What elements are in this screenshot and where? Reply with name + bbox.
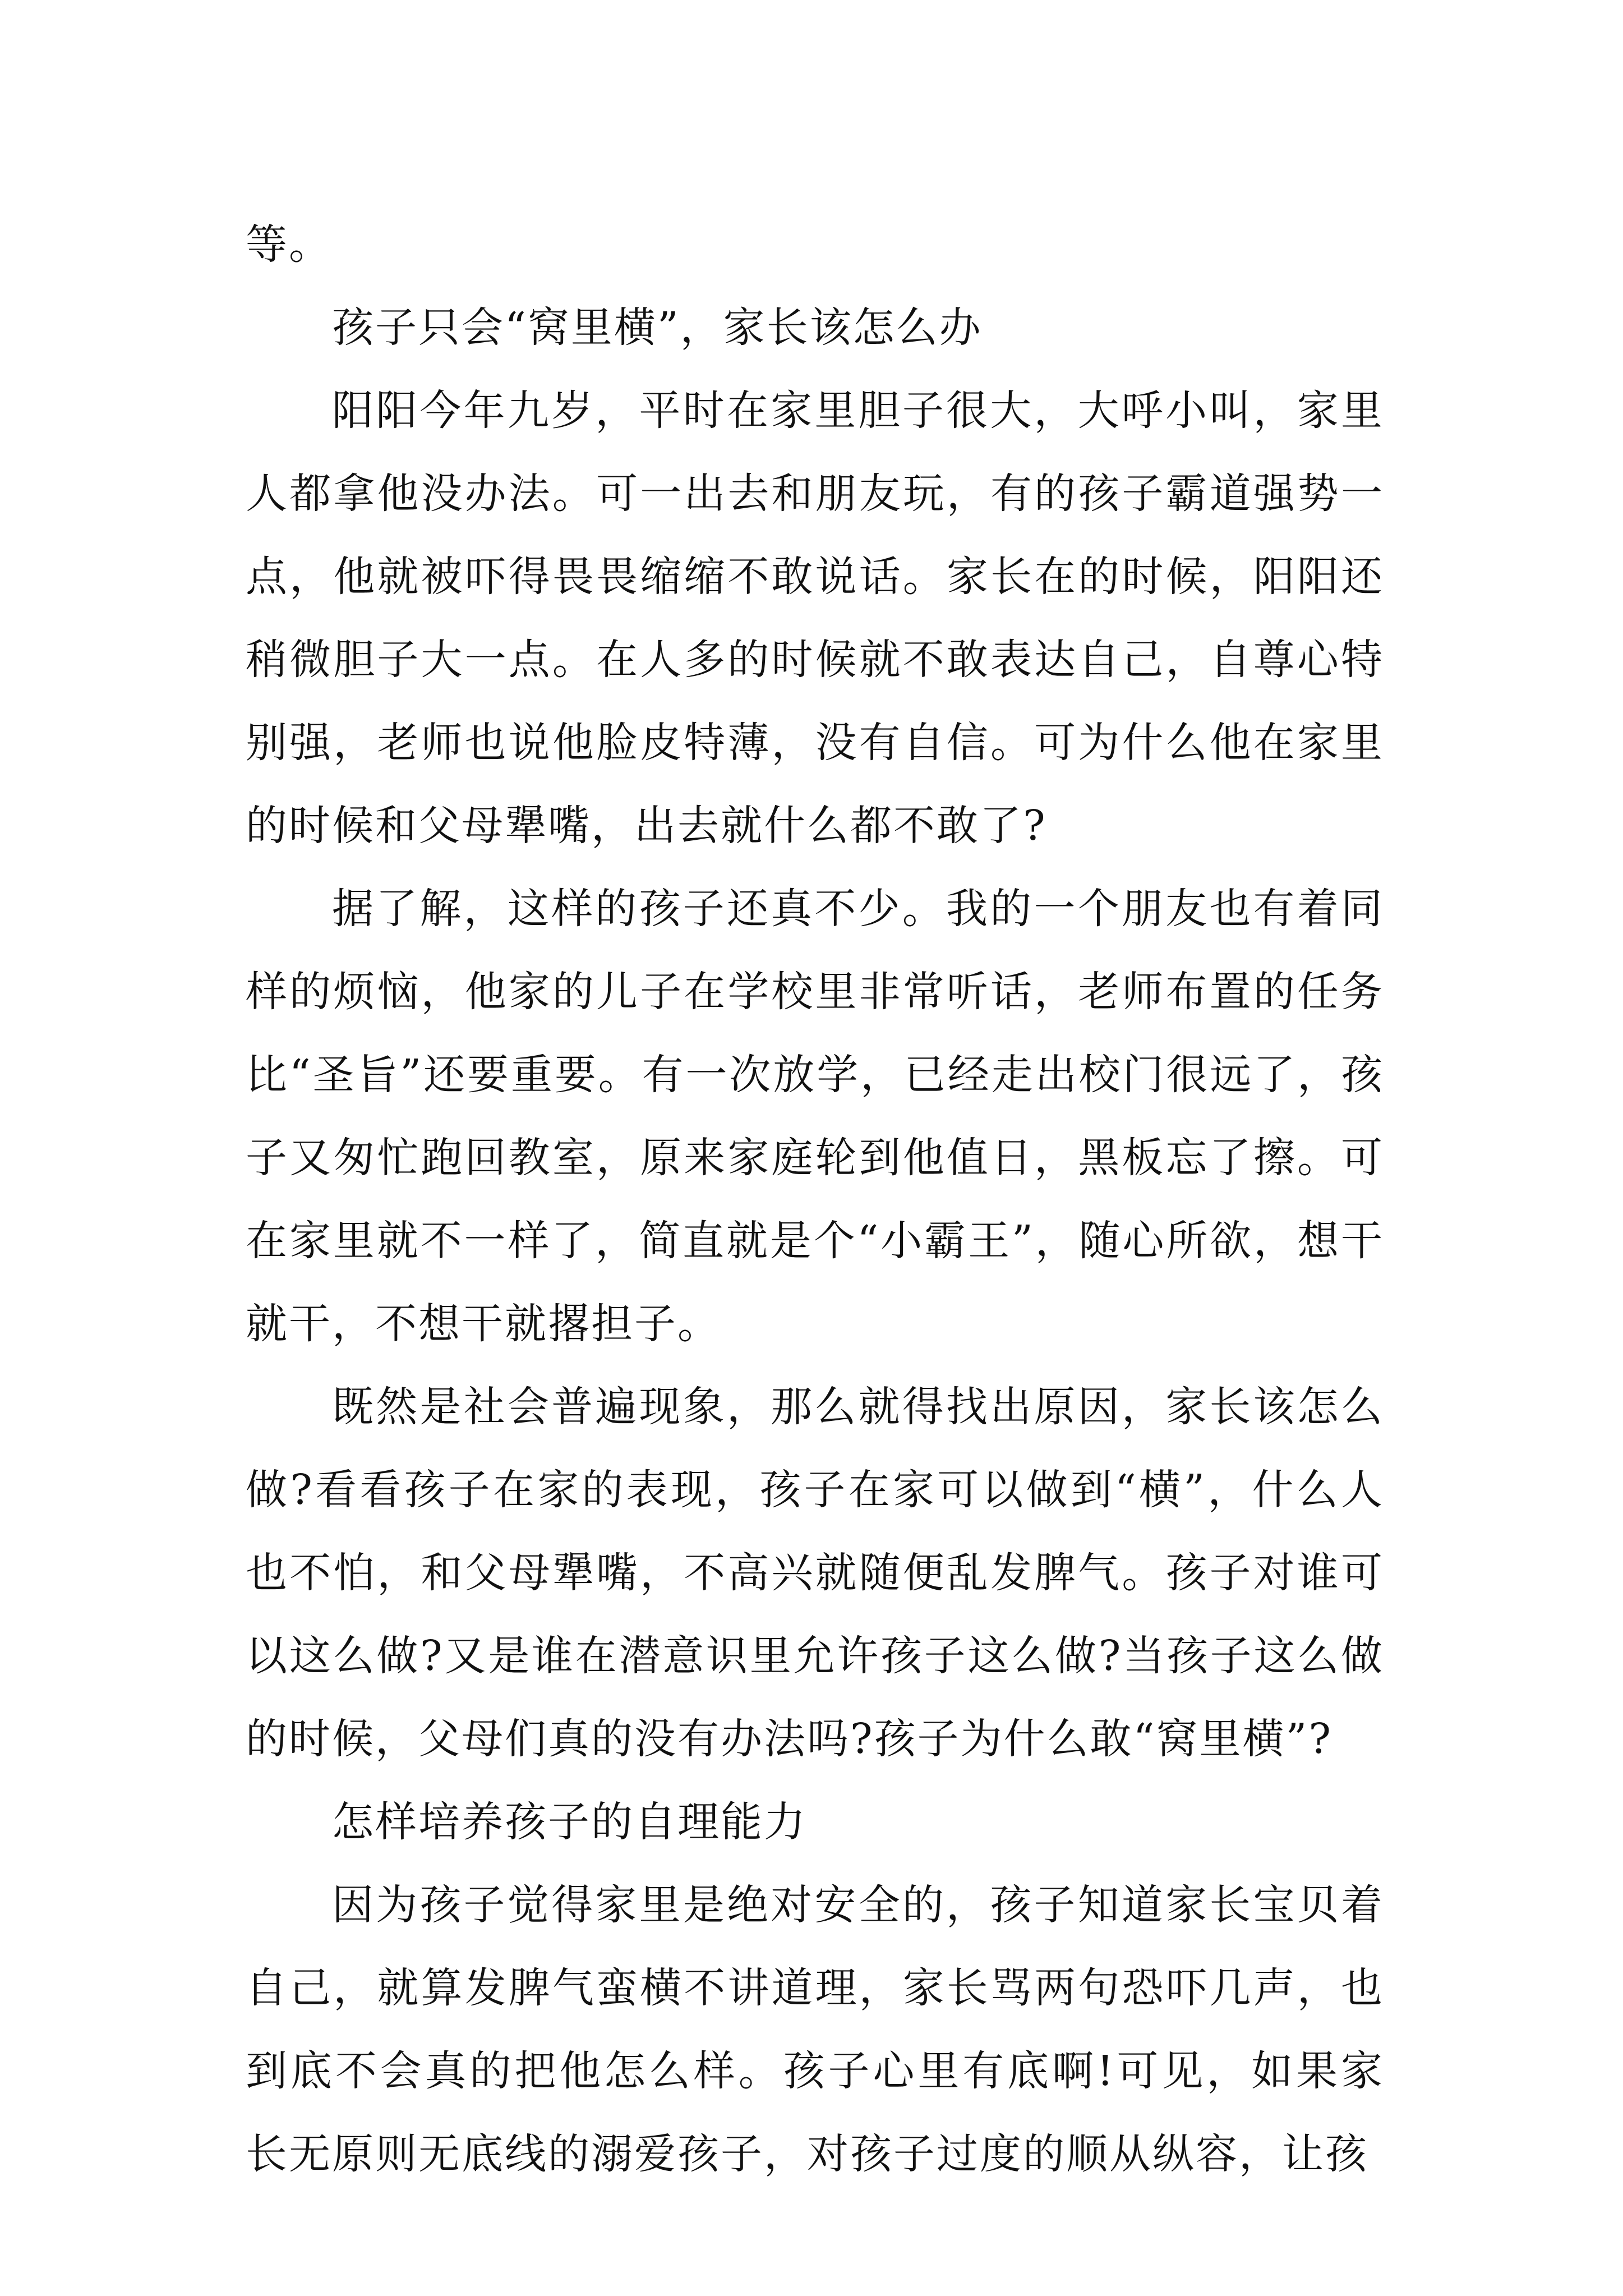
section-heading: 怎样培养孩子的自理能力: [332, 1798, 807, 1846]
body-paragraph: 既然是社会普遍现象，那么就得找出原因，家长该怎么做?看看孩子在家的表现，孩子在家可以做到“横”，什么人也不怕，和父母犟嘴，不高兴就随便乱发脾气。孩子对谁可以这么做?又是谁在潜意识里允许孩子这么做?当孩子这么做的时候，父母们真的没有办法吗?孩子为什么敢“窝里横”?: [246, 1383, 1384, 1763]
paragraph-continuation: 等。: [246, 220, 332, 269]
document-body: [246, 203, 1384, 2196]
body-paragraph: 阳阳今年九岁，平时在家里胆子很大，大呼小叫，家里人都拿他没办法。可一出去和朋友玩，有的孩子霸道强势一点，他就被吓得畏畏缩缩不敢说话。家长在的时候，阳阳还稍微胆子大一点。在人多的时候就不敢表达自己，自尊心特别强，老师也说他脸皮特薄，没有自信。可为什么他在家里的时候和父母犟嘴，出去就什么都不敢了?: [246, 386, 1384, 850]
section-heading: 孩子只会“窝里横”，家长该怎么办: [332, 303, 983, 352]
body-paragraph: 因为孩子觉得家里是绝对安全的，孩子知道家长宝贝着自己，就算发脾气蛮横不讲道理，家长骂两句恐吓几声，也到底不会真的把他怎么样。孩子心里有底啊!可见，如果家长无原则无底线的溺爱孩子，对孩子过度的顺从纵容，让孩: [246, 1881, 1384, 2178]
body-paragraph: 据了解，这样的孩子还真不少。我的一个朋友也有着同样的烦恼，他家的儿子在学校里非常听话，老师布置的任务比“圣旨”还要重要。有一次放学，已经走出校门很远了，孩子又匆忙跑回教室，原来家庭轮到他值日，黑板忘了擦。可在家里就不一样了，简直就是个“小霸王”，随心所欲，想干就干，不想干就撂担子。: [246, 885, 1384, 1348]
